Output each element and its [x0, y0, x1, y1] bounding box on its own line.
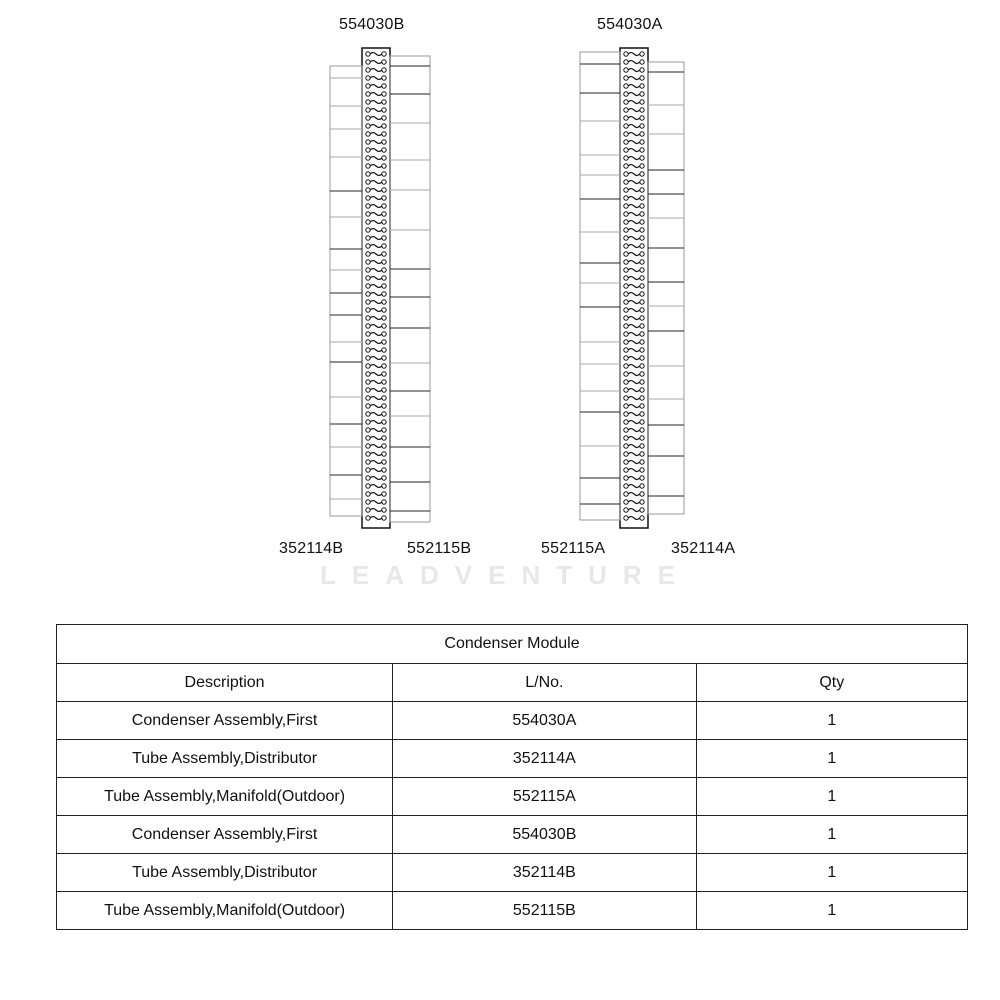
condenser-assembly-a: [580, 48, 684, 528]
label-552115B: 552115B: [407, 540, 472, 557]
condenser-assembly-b: [330, 48, 430, 528]
label-554030B: 554030B: [339, 16, 405, 33]
cell-description: Tube Assembly,Distributor: [57, 740, 393, 778]
table-row: [57, 740, 968, 778]
cell-qty: 1: [696, 702, 967, 740]
cell-description: Tube Assembly,Manifold(Outdoor): [57, 778, 393, 816]
table-row: [57, 778, 968, 816]
table-header-row: [57, 664, 968, 702]
distributor-tubes: [330, 66, 362, 516]
cell-qty: 1: [696, 816, 967, 854]
table-title: Condenser Module: [57, 625, 968, 664]
cell-qty: 1: [696, 892, 967, 930]
cell-qty: 1: [696, 778, 967, 816]
manifold-tubes: [648, 62, 684, 514]
cell-lno: 552115A: [393, 778, 696, 816]
label-352114A: 352114A: [671, 540, 736, 557]
header-qty: Qty: [696, 664, 967, 702]
cell-lno: 554030B: [393, 816, 696, 854]
table-row: [57, 816, 968, 854]
cell-qty: 1: [696, 740, 967, 778]
cell-lno: 554030A: [393, 702, 696, 740]
cell-description: Condenser Assembly,First: [57, 702, 393, 740]
cell-lno: 352114A: [393, 740, 696, 778]
label-554030A: 554030A: [597, 16, 663, 33]
label-552115A: 552115A: [541, 540, 606, 557]
header-description: Description: [57, 664, 393, 702]
cell-qty: 1: [696, 854, 967, 892]
parts-table: [56, 624, 968, 930]
table-row: [57, 702, 968, 740]
cell-lno: 552115B: [393, 892, 696, 930]
manifold-tubes: [390, 56, 430, 522]
cell-description: Tube Assembly,Distributor: [57, 854, 393, 892]
watermark-text: LEADVENTURE: [320, 560, 692, 590]
distributor-tubes: [580, 52, 620, 520]
label-352114B: 352114B: [279, 540, 344, 557]
cell-description: Condenser Assembly,First: [57, 816, 393, 854]
table-row: [57, 854, 968, 892]
cell-description: Tube Assembly,Manifold(Outdoor): [57, 892, 393, 930]
table-title-row: [57, 625, 968, 664]
table-row: [57, 892, 968, 930]
cell-lno: 352114B: [393, 854, 696, 892]
header-lno: L/No.: [393, 664, 696, 702]
